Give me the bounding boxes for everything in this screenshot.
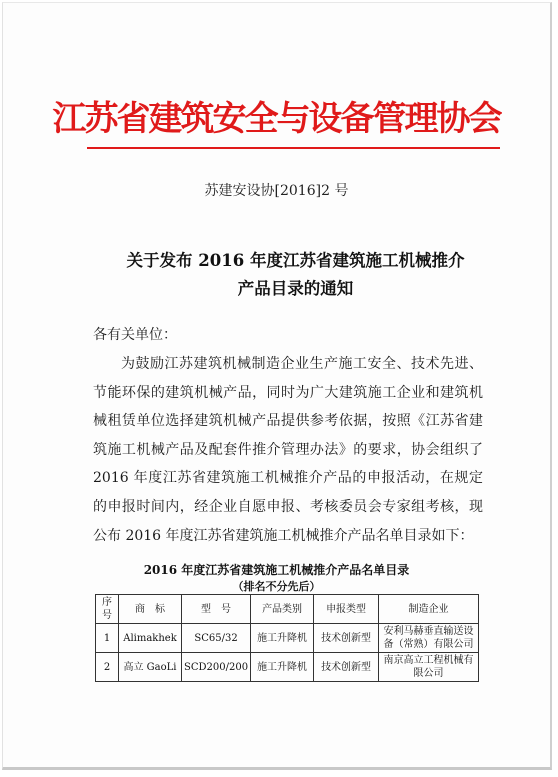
cell-brand: Alimakhek bbox=[119, 624, 182, 653]
header-product-category: 产品类别 bbox=[251, 595, 314, 624]
cell-product-category: 施工升降机 bbox=[251, 653, 314, 682]
document-number: 苏建安设协[2016]2 号 bbox=[204, 183, 349, 199]
salutation: 各有关单位： bbox=[93, 327, 177, 343]
product-catalog-table bbox=[95, 594, 479, 682]
letterhead-red-rule bbox=[87, 147, 500, 149]
cell-application-type: 技术创新型 bbox=[314, 624, 379, 653]
notice-title: 关于发布 2016 年度江苏省建筑施工机械推介产品目录的通知 bbox=[126, 251, 465, 298]
document-page bbox=[2, 2, 552, 770]
org-letterhead-title: 江苏省建筑安全与设备管理协会 bbox=[52, 99, 501, 139]
cell-serial-number: 1 bbox=[96, 624, 119, 653]
table-title: 2016 年度江苏省建筑施工机械推介产品名单目录 bbox=[143, 563, 410, 577]
table-row bbox=[96, 653, 479, 682]
table-subtitle: （排名不分先后） bbox=[232, 580, 321, 593]
notice-body: 为鼓励江苏建筑机械制造企业生产施工安全、技术先进、节能环保的建筑机械产品，同时为广大建筑施工企业和建筑机械租赁单位选择建筑机械产品提供参考依据，按照《江苏省建筑施工机械产品及配套件推介管理办法》的要求，协会组织了 2016 年度江苏省建筑施工机械推介产品的申报活动，在规定的申报时间内，经企业自愿申报、考核委员会专家组考核，现公布 2016 年度江苏省建筑施工机械推介产品名单目录如下： bbox=[93, 356, 483, 544]
cell-model: SCD200/200 bbox=[182, 653, 251, 682]
cell-application-type: 技术创新型 bbox=[314, 653, 379, 682]
header-serial-number: 序号 bbox=[96, 595, 119, 624]
cell-serial-number: 2 bbox=[96, 653, 119, 682]
cell-manufacturer: 南京高立工程机械有限公司 bbox=[379, 653, 479, 682]
header-manufacturer: 制造企业 bbox=[379, 595, 479, 624]
cell-product-category: 施工升降机 bbox=[251, 624, 314, 653]
cell-brand: 高立 GaoLi bbox=[119, 653, 182, 682]
table-row bbox=[96, 624, 479, 653]
cell-manufacturer: 安利马赫垂直输送设备（常熟）有限公司 bbox=[379, 624, 479, 653]
header-brand: 商 标 bbox=[119, 595, 182, 624]
table-header-row bbox=[96, 595, 479, 624]
header-model: 型 号 bbox=[182, 595, 251, 624]
cell-model: SC65/32 bbox=[182, 624, 251, 653]
header-application-type: 申报类型 bbox=[314, 595, 379, 624]
